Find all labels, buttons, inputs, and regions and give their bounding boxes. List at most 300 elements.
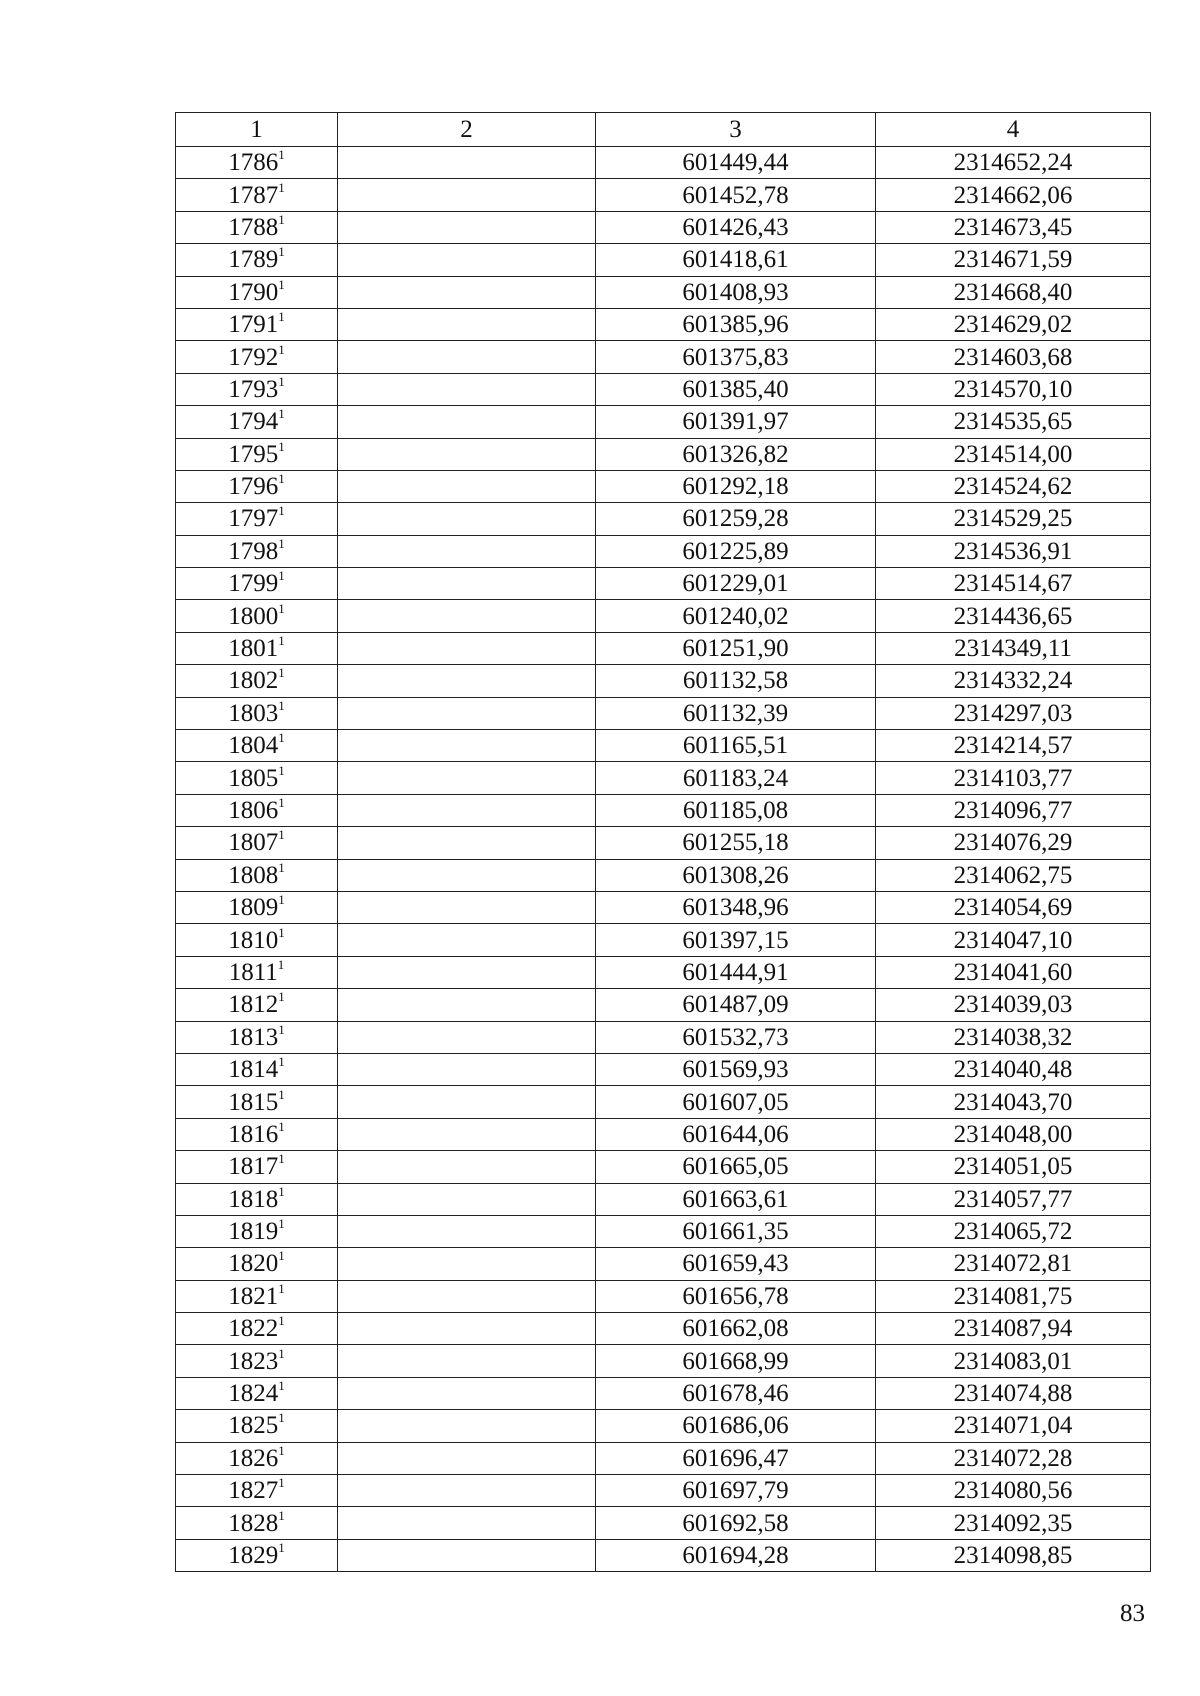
x-coordinate-cell: 601487,09 [596, 989, 876, 1021]
empty-cell [338, 730, 596, 762]
point-number-cell [176, 470, 338, 502]
column-header-3: 3 [596, 113, 876, 147]
x-coordinate-cell: 601663,61 [596, 1183, 876, 1215]
x-coordinate-cell: 601678,46 [596, 1377, 876, 1409]
x-coordinate-cell: 601696,47 [596, 1442, 876, 1474]
table-row [176, 665, 1151, 697]
point-number-cell [176, 1053, 338, 1085]
x-coordinate-cell: 601259,28 [596, 503, 876, 535]
table-row [176, 244, 1151, 276]
y-coordinate-cell: 2314040,48 [876, 1053, 1151, 1085]
point-number-cell [176, 1215, 338, 1247]
y-coordinate-cell: 2314096,77 [876, 794, 1151, 826]
table-row [176, 1151, 1151, 1183]
empty-cell [338, 470, 596, 502]
page-number: 83 [1120, 1600, 1145, 1627]
empty-cell [338, 1118, 596, 1150]
table-row [176, 470, 1151, 502]
y-coordinate-cell: 2314535,65 [876, 406, 1151, 438]
point-number: 1792 [228, 343, 279, 371]
empty-cell [338, 503, 596, 535]
y-coordinate-cell: 2314514,00 [876, 438, 1151, 470]
point-number-cell [176, 600, 338, 632]
y-coordinate-cell: 2314087,94 [876, 1313, 1151, 1345]
x-coordinate-cell: 601251,90 [596, 632, 876, 664]
point-number-cell [176, 1475, 338, 1507]
point-number: 1796 [228, 473, 279, 501]
table-header [176, 113, 1151, 147]
empty-cell [338, 1410, 596, 1442]
x-coordinate-cell: 601375,83 [596, 341, 876, 373]
point-number: 1816 [228, 1120, 279, 1148]
x-coordinate-cell: 601569,93 [596, 1053, 876, 1085]
point-number-superscript: 1 [278, 892, 285, 908]
empty-cell [338, 211, 596, 243]
table-row [176, 1280, 1151, 1312]
point-number-cell [176, 989, 338, 1021]
point-number: 1815 [228, 1088, 279, 1116]
point-number-superscript: 1 [278, 762, 285, 778]
point-number-superscript: 1 [278, 1183, 285, 1199]
point-number-cell [176, 341, 338, 373]
point-number: 1804 [228, 732, 279, 760]
table-row [176, 730, 1151, 762]
coordinates-table [175, 112, 1151, 1572]
point-number: 1813 [228, 1023, 279, 1051]
x-coordinate-cell: 601408,93 [596, 276, 876, 308]
point-number: 1788 [228, 213, 279, 241]
point-number-superscript: 1 [278, 341, 285, 357]
x-coordinate-cell: 601255,18 [596, 827, 876, 859]
empty-cell [338, 1442, 596, 1474]
point-number-cell [176, 147, 338, 179]
point-number-cell [176, 794, 338, 826]
point-number-superscript: 1 [278, 406, 285, 422]
x-coordinate-cell: 601452,78 [596, 179, 876, 211]
table-row [176, 1021, 1151, 1053]
x-coordinate-cell: 601692,58 [596, 1507, 876, 1539]
x-coordinate-cell: 601656,78 [596, 1280, 876, 1312]
y-coordinate-cell: 2314057,77 [876, 1183, 1151, 1215]
empty-cell [338, 794, 596, 826]
empty-cell [338, 568, 596, 600]
header-row [176, 113, 1151, 147]
point-number-superscript: 1 [278, 438, 285, 454]
table-row [176, 308, 1151, 340]
table-row [176, 1086, 1151, 1118]
empty-cell [338, 179, 596, 211]
table-row [176, 1345, 1151, 1377]
point-number-superscript: 1 [278, 1054, 285, 1070]
y-coordinate-cell: 2314570,10 [876, 373, 1151, 405]
point-number: 1807 [228, 829, 279, 857]
table-row [176, 1183, 1151, 1215]
x-coordinate-cell: 601308,26 [596, 859, 876, 891]
table-row [176, 1118, 1151, 1150]
table-row [176, 632, 1151, 664]
x-coordinate-cell: 601391,97 [596, 406, 876, 438]
x-coordinate-cell: 601668,99 [596, 1345, 876, 1377]
table-row [176, 406, 1151, 438]
x-coordinate-cell: 601385,40 [596, 373, 876, 405]
point-number-cell [176, 276, 338, 308]
y-coordinate-cell: 2314536,91 [876, 535, 1151, 567]
empty-cell [338, 406, 596, 438]
x-coordinate-cell: 601444,91 [596, 956, 876, 988]
x-coordinate-cell: 601659,43 [596, 1248, 876, 1280]
point-number-cell [176, 891, 338, 923]
point-number: 1791 [228, 311, 279, 339]
empty-cell [338, 373, 596, 405]
point-number: 1805 [228, 764, 279, 792]
empty-cell [338, 1507, 596, 1539]
table-row [176, 438, 1151, 470]
empty-cell [338, 147, 596, 179]
y-coordinate-cell: 2314071,04 [876, 1410, 1151, 1442]
point-number: 1786 [228, 149, 279, 177]
point-number-cell [176, 1086, 338, 1118]
y-coordinate-cell: 2314080,56 [876, 1475, 1151, 1507]
empty-cell [338, 341, 596, 373]
point-number-superscript: 1 [278, 1118, 285, 1134]
point-number-superscript: 1 [278, 859, 285, 875]
point-number-cell [176, 1021, 338, 1053]
y-coordinate-cell: 2314038,32 [876, 1021, 1151, 1053]
x-coordinate-cell: 601225,89 [596, 535, 876, 567]
point-number: 1827 [228, 1477, 279, 1505]
y-coordinate-cell: 2314652,24 [876, 147, 1151, 179]
x-coordinate-cell: 601240,02 [596, 600, 876, 632]
point-number-superscript: 1 [278, 795, 285, 810]
point-number-superscript: 1 [278, 1539, 285, 1555]
point-number-cell [176, 535, 338, 567]
y-coordinate-cell: 2314041,60 [876, 956, 1151, 988]
point-number-superscript: 1 [278, 471, 285, 487]
column-header-2: 2 [338, 113, 596, 147]
empty-cell [338, 600, 596, 632]
point-number-superscript: 1 [278, 1151, 285, 1167]
point-number-cell [176, 406, 338, 438]
point-number: 1818 [228, 1185, 279, 1213]
y-coordinate-cell: 2314436,65 [876, 600, 1151, 632]
x-coordinate-cell: 601661,35 [596, 1215, 876, 1247]
x-coordinate-cell: 601662,08 [596, 1313, 876, 1345]
point-number-superscript: 1 [278, 633, 285, 649]
x-coordinate-cell: 601165,51 [596, 730, 876, 762]
point-number-superscript: 1 [278, 665, 285, 681]
point-number-cell [176, 1118, 338, 1150]
x-coordinate-cell: 601426,43 [596, 211, 876, 243]
empty-cell [338, 1215, 596, 1247]
empty-cell [338, 1053, 596, 1085]
x-coordinate-cell: 601418,61 [596, 244, 876, 276]
y-coordinate-cell: 2314047,10 [876, 924, 1151, 956]
empty-cell [338, 438, 596, 470]
table-row [176, 1248, 1151, 1280]
point-number: 1824 [228, 1380, 279, 1408]
point-number: 1825 [228, 1412, 279, 1440]
table-row [176, 1410, 1151, 1442]
point-number: 1810 [228, 926, 279, 954]
point-number-cell [176, 1280, 338, 1312]
empty-cell [338, 665, 596, 697]
point-number-cell [176, 730, 338, 762]
empty-cell [338, 1183, 596, 1215]
y-coordinate-cell: 2314524,62 [876, 470, 1151, 502]
point-number: 1789 [228, 246, 279, 274]
empty-cell [338, 276, 596, 308]
point-number-cell [176, 762, 338, 794]
x-coordinate-cell: 601183,24 [596, 762, 876, 794]
point-number-cell [176, 1248, 338, 1280]
point-number-cell [176, 697, 338, 729]
y-coordinate-cell: 2314072,81 [876, 1248, 1151, 1280]
x-coordinate-cell: 601292,18 [596, 470, 876, 502]
point-number-cell [176, 244, 338, 276]
point-number-superscript: 1 [278, 600, 285, 616]
y-coordinate-cell: 2314051,05 [876, 1151, 1151, 1183]
point-number-superscript: 1 [278, 1345, 285, 1361]
point-number-superscript: 1 [278, 244, 285, 260]
point-number-cell [176, 665, 338, 697]
column-header-1: 1 [176, 113, 338, 147]
empty-cell [338, 632, 596, 664]
point-number-superscript: 1 [277, 956, 285, 972]
point-number-superscript: 1 [278, 1021, 285, 1037]
point-number: 1826 [228, 1444, 279, 1472]
point-number: 1790 [228, 278, 279, 306]
x-coordinate-cell: 601132,39 [596, 697, 876, 729]
point-number-cell [176, 1151, 338, 1183]
y-coordinate-cell: 2314039,03 [876, 989, 1151, 1021]
point-number: 1828 [228, 1509, 279, 1537]
x-coordinate-cell: 601132,58 [596, 665, 876, 697]
y-coordinate-cell: 2314673,45 [876, 211, 1151, 243]
point-number-superscript: 1 [278, 1248, 285, 1264]
empty-cell [338, 308, 596, 340]
point-number: 1799 [228, 570, 279, 598]
table-row [176, 1313, 1151, 1345]
y-coordinate-cell: 2314043,70 [876, 1086, 1151, 1118]
point-number: 1806 [228, 797, 279, 824]
empty-cell [338, 1539, 596, 1571]
empty-cell [338, 535, 596, 567]
point-number: 1809 [228, 894, 279, 922]
x-coordinate-cell: 601185,08 [596, 794, 876, 826]
y-coordinate-cell: 2314083,01 [876, 1345, 1151, 1377]
point-number-cell [176, 1507, 338, 1539]
y-coordinate-cell: 2314062,75 [876, 859, 1151, 891]
table-row [176, 1442, 1151, 1474]
point-number: 1802 [228, 667, 279, 695]
empty-cell [338, 989, 596, 1021]
empty-cell [338, 1248, 596, 1280]
point-number-cell [176, 1442, 338, 1474]
point-number-cell [176, 211, 338, 243]
table-row [176, 1377, 1151, 1409]
x-coordinate-cell: 601686,06 [596, 1410, 876, 1442]
point-number-cell [176, 1345, 338, 1377]
point-number-superscript: 1 [278, 989, 285, 1005]
y-coordinate-cell: 2314072,28 [876, 1442, 1151, 1474]
y-coordinate-cell: 2314048,00 [876, 1118, 1151, 1150]
point-number-cell [176, 827, 338, 859]
x-coordinate-cell: 601697,79 [596, 1475, 876, 1507]
table-row [176, 1475, 1151, 1507]
table-row [176, 956, 1151, 988]
y-coordinate-cell: 2314297,03 [876, 697, 1151, 729]
empty-cell [338, 924, 596, 956]
point-number: 1793 [228, 375, 279, 403]
point-number-superscript: 1 [278, 1507, 285, 1523]
y-coordinate-cell: 2314629,02 [876, 308, 1151, 340]
y-coordinate-cell: 2314103,77 [876, 762, 1151, 794]
empty-cell [338, 1086, 596, 1118]
y-coordinate-cell: 2314529,25 [876, 503, 1151, 535]
point-number-cell [176, 308, 338, 340]
y-coordinate-cell: 2314065,72 [876, 1215, 1151, 1247]
point-number-superscript: 1 [278, 535, 285, 551]
empty-cell [338, 697, 596, 729]
point-number-cell [176, 1539, 338, 1571]
point-number-superscript: 1 [278, 1280, 285, 1296]
x-coordinate-cell: 601348,96 [596, 891, 876, 923]
table-row [176, 276, 1151, 308]
y-coordinate-cell: 2314092,35 [876, 1507, 1151, 1539]
point-number: 1798 [228, 537, 279, 565]
y-coordinate-cell: 2314349,11 [876, 632, 1151, 664]
table-row [176, 179, 1151, 211]
table-row [176, 989, 1151, 1021]
y-coordinate-cell: 2314054,69 [876, 891, 1151, 923]
y-coordinate-cell: 2314671,59 [876, 244, 1151, 276]
table-row [176, 891, 1151, 923]
point-number: 1801 [228, 635, 279, 663]
point-number: 1797 [228, 505, 279, 533]
empty-cell [338, 1377, 596, 1409]
y-coordinate-cell: 2314662,06 [876, 179, 1151, 211]
y-coordinate-cell: 2314603,68 [876, 341, 1151, 373]
table-row [176, 1053, 1151, 1085]
empty-cell [338, 956, 596, 988]
table-row [176, 341, 1151, 373]
x-coordinate-cell: 601385,96 [596, 308, 876, 340]
table-row [176, 924, 1151, 956]
point-number-cell [176, 1377, 338, 1409]
point-number-superscript: 1 [278, 179, 285, 195]
point-number-cell [176, 438, 338, 470]
point-number-cell [176, 632, 338, 664]
point-number-cell [176, 1183, 338, 1215]
x-coordinate-cell: 601449,44 [596, 147, 876, 179]
point-number-superscript: 1 [278, 147, 285, 163]
table-row [176, 535, 1151, 567]
empty-cell [338, 859, 596, 891]
point-number-superscript: 1 [278, 1216, 285, 1232]
empty-cell [338, 762, 596, 794]
table-row [176, 373, 1151, 405]
empty-cell [338, 1151, 596, 1183]
point-number-superscript: 1 [278, 1410, 285, 1426]
table-row [176, 827, 1151, 859]
point-number-cell [176, 1313, 338, 1345]
point-number-superscript: 1 [278, 568, 285, 584]
point-number-cell [176, 924, 338, 956]
point-number-superscript: 1 [278, 1086, 285, 1102]
y-coordinate-cell: 2314668,40 [876, 276, 1151, 308]
empty-cell [338, 244, 596, 276]
table-row [176, 1215, 1151, 1247]
point-number: 1829 [228, 1541, 279, 1569]
x-coordinate-cell: 601229,01 [596, 568, 876, 600]
point-number-cell [176, 503, 338, 535]
point-number: 1800 [228, 602, 279, 630]
table-row [176, 600, 1151, 632]
point-number-cell [176, 568, 338, 600]
point-number: 1803 [228, 699, 279, 727]
point-number: 1795 [228, 440, 279, 468]
point-number-superscript: 1 [278, 211, 285, 227]
point-number: 1819 [228, 1218, 279, 1246]
x-coordinate-cell: 601532,73 [596, 1021, 876, 1053]
empty-cell [338, 1021, 596, 1053]
point-number-superscript: 1 [278, 1313, 285, 1329]
point-number-superscript: 1 [278, 1378, 285, 1394]
empty-cell [338, 891, 596, 923]
point-number-superscript: 1 [278, 1475, 285, 1491]
point-number-superscript: 1 [278, 827, 285, 843]
point-number: 1787 [228, 181, 279, 209]
table-row [176, 503, 1151, 535]
point-number-superscript: 1 [278, 697, 285, 713]
x-coordinate-cell: 601644,06 [596, 1118, 876, 1150]
table-row [176, 1539, 1151, 1571]
x-coordinate-cell: 601665,05 [596, 1151, 876, 1183]
point-number: 1814 [228, 1056, 279, 1084]
empty-cell [338, 1313, 596, 1345]
empty-cell [338, 1475, 596, 1507]
point-number-superscript: 1 [278, 309, 285, 325]
table-row [176, 794, 1151, 826]
point-number: 1808 [228, 861, 279, 889]
table-body [176, 147, 1151, 1572]
point-number: 1821 [228, 1282, 279, 1310]
x-coordinate-cell: 601397,15 [596, 924, 876, 956]
y-coordinate-cell: 2314074,88 [876, 1377, 1151, 1409]
table-row [176, 568, 1151, 600]
point-number-superscript: 1 [278, 373, 285, 389]
table-row [176, 859, 1151, 891]
x-coordinate-cell: 601694,28 [596, 1539, 876, 1571]
point-number: 1823 [228, 1347, 279, 1375]
point-number-superscript: 1 [278, 276, 285, 292]
y-coordinate-cell: 2314076,29 [876, 827, 1151, 859]
table-row [176, 147, 1151, 179]
table-row [176, 211, 1151, 243]
point-number-cell [176, 859, 338, 891]
point-number-cell [176, 373, 338, 405]
y-coordinate-cell: 2314081,75 [876, 1280, 1151, 1312]
table-row [176, 1507, 1151, 1539]
empty-cell [338, 827, 596, 859]
y-coordinate-cell: 2314332,24 [876, 665, 1151, 697]
point-number-superscript: 1 [278, 503, 285, 519]
empty-cell [338, 1280, 596, 1312]
point-number: 1811 [228, 958, 278, 986]
point-number: 1820 [228, 1250, 279, 1278]
point-number-superscript: 1 [278, 924, 285, 940]
point-number-superscript: 1 [278, 1442, 285, 1458]
